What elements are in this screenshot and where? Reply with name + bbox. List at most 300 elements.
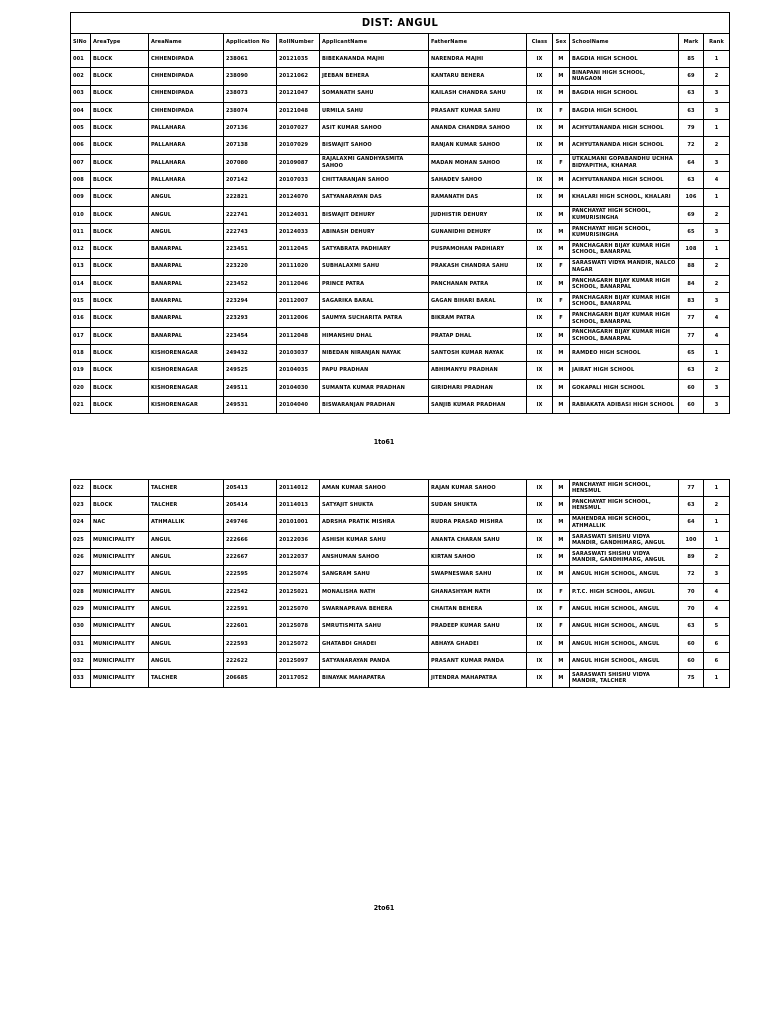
sex-cell: M bbox=[553, 497, 570, 514]
application-no-cell: 222622 bbox=[224, 652, 277, 669]
column-headers bbox=[71, 34, 730, 51]
sex-cell: M bbox=[553, 85, 570, 102]
application-no-cell: 238090 bbox=[224, 68, 277, 85]
area-name-cell: CHHENDIPADA bbox=[149, 85, 224, 102]
district-title: DIST: ANGUL bbox=[71, 13, 730, 34]
area-name-cell: KISHORENAGAR bbox=[149, 396, 224, 413]
applicant-name-cell: ABINASH DEHURY bbox=[320, 223, 429, 240]
table-row bbox=[71, 566, 730, 583]
sex-cell: M bbox=[553, 531, 570, 548]
slno-cell: 008 bbox=[71, 172, 91, 189]
rank-cell: 5 bbox=[704, 618, 730, 635]
area-name-cell: BANARPAL bbox=[149, 327, 224, 344]
school-name-cell: ACHYUTANANDA HIGH SCHOOL bbox=[570, 120, 679, 137]
table-row bbox=[71, 189, 730, 206]
school-name-cell: P.T.C. HIGH SCHOOL, ANGUL bbox=[570, 583, 679, 600]
roll-number-cell: 20107027 bbox=[277, 120, 320, 137]
roll-number-cell: 20107029 bbox=[277, 137, 320, 154]
mark-cell: 106 bbox=[679, 189, 704, 206]
slno-cell: 024 bbox=[71, 514, 91, 531]
school-name-cell: PANCHAYAT HIGH SCHOOL, HENSMUL bbox=[570, 480, 679, 497]
rank-cell: 1 bbox=[704, 120, 730, 137]
area-name-cell: BANARPAL bbox=[149, 275, 224, 292]
slno-cell: 013 bbox=[71, 258, 91, 275]
class-cell: IX bbox=[527, 172, 553, 189]
application-no-cell: 249511 bbox=[224, 379, 277, 396]
slno-cell: 033 bbox=[71, 670, 91, 687]
area-name-cell: TALCHER bbox=[149, 480, 224, 497]
sex-cell: F bbox=[553, 601, 570, 618]
father-name-cell: SANTOSH KUMAR NAYAK bbox=[429, 345, 527, 362]
rank-cell: 1 bbox=[704, 345, 730, 362]
class-cell: IX bbox=[527, 514, 553, 531]
slno-cell: 029 bbox=[71, 601, 91, 618]
applicant-name-cell: BISWARANJAN PRADHAN bbox=[320, 396, 429, 413]
area-type-cell: BLOCK bbox=[91, 189, 149, 206]
father-name-cell: ANANDA CHANDRA SAHOO bbox=[429, 120, 527, 137]
father-name-cell: KAILASH CHANDRA SAHU bbox=[429, 85, 527, 102]
father-name-cell: PRASANT KUMAR PANDA bbox=[429, 652, 527, 669]
roll-number-cell: 20104040 bbox=[277, 396, 320, 413]
school-name-cell: PANCHAYAT HIGH SCHOOL, KUMURISINGHA bbox=[570, 223, 679, 240]
table-row bbox=[71, 241, 730, 258]
area-name-cell: ANGUL bbox=[149, 601, 224, 618]
table-row bbox=[71, 137, 730, 154]
roll-number-cell: 20112007 bbox=[277, 293, 320, 310]
slno-cell: 010 bbox=[71, 206, 91, 223]
applicant-name-cell: CHITTARANJAN SAHOO bbox=[320, 172, 429, 189]
table-row bbox=[71, 514, 730, 531]
rank-cell: 3 bbox=[704, 396, 730, 413]
sex-cell: M bbox=[553, 206, 570, 223]
area-name-cell: KISHORENAGAR bbox=[149, 362, 224, 379]
area-name-cell: BANARPAL bbox=[149, 258, 224, 275]
sex-cell: M bbox=[553, 345, 570, 362]
table-row bbox=[71, 258, 730, 275]
school-name-cell: RABIAKATA ADIBASI HIGH SCHOOL bbox=[570, 396, 679, 413]
sex-cell: M bbox=[553, 68, 570, 85]
area-name-cell: ANGUL bbox=[149, 206, 224, 223]
sex-cell: M bbox=[553, 549, 570, 566]
roll-number-cell: 20112048 bbox=[277, 327, 320, 344]
table-row bbox=[71, 583, 730, 600]
table-row bbox=[71, 85, 730, 102]
area-name-cell: CHHENDIPADA bbox=[149, 102, 224, 119]
sex-cell: M bbox=[553, 670, 570, 687]
father-name-cell: GUNANIDHI DEHURY bbox=[429, 223, 527, 240]
class-cell: IX bbox=[527, 120, 553, 137]
class-cell: IX bbox=[527, 601, 553, 618]
father-name-cell: GHANASHYAM NATH bbox=[429, 583, 527, 600]
father-name-cell: PUSPAMOHAN PADHIARY bbox=[429, 241, 527, 258]
applicant-name-cell: ADRSHA PRATIK MISHRA bbox=[320, 514, 429, 531]
class-cell: IX bbox=[527, 583, 553, 600]
class-cell: IX bbox=[527, 85, 553, 102]
mark-cell: 84 bbox=[679, 275, 704, 292]
header-school-name: SchoolName bbox=[570, 34, 679, 51]
rank-cell: 3 bbox=[704, 102, 730, 119]
sex-cell: M bbox=[553, 652, 570, 669]
school-name-cell: ANGUL HIGH SCHOOL, ANGUL bbox=[570, 652, 679, 669]
slno-cell: 015 bbox=[71, 293, 91, 310]
table-row bbox=[71, 51, 730, 68]
school-name-cell: MAHENDRA HIGH SCHOOL, ATHMALLIK bbox=[570, 514, 679, 531]
area-type-cell: BLOCK bbox=[91, 310, 149, 327]
area-type-cell: MUNICIPALITY bbox=[91, 670, 149, 687]
roll-number-cell: 20104030 bbox=[277, 379, 320, 396]
rank-cell: 1 bbox=[704, 189, 730, 206]
rank-cell: 1 bbox=[704, 531, 730, 548]
father-name-cell: GAGAN BIHARI BARAL bbox=[429, 293, 527, 310]
area-name-cell: BANARPAL bbox=[149, 310, 224, 327]
area-type-cell: BLOCK bbox=[91, 480, 149, 497]
sex-cell: M bbox=[553, 566, 570, 583]
roll-number-cell: 20125074 bbox=[277, 566, 320, 583]
father-name-cell: PRATAP DHAL bbox=[429, 327, 527, 344]
school-name-cell: ACHYUTANANDA HIGH SCHOOL bbox=[570, 137, 679, 154]
roll-number-cell: 20112046 bbox=[277, 275, 320, 292]
slno-cell: 027 bbox=[71, 566, 91, 583]
applicant-name-cell: PRINCE PATRA bbox=[320, 275, 429, 292]
table-row bbox=[71, 549, 730, 566]
roll-number-cell: 20124070 bbox=[277, 189, 320, 206]
slno-cell: 019 bbox=[71, 362, 91, 379]
slno-cell: 020 bbox=[71, 379, 91, 396]
class-cell: IX bbox=[527, 670, 553, 687]
father-name-cell: JUDHISTIR DEHURY bbox=[429, 206, 527, 223]
area-type-cell: MUNICIPALITY bbox=[91, 583, 149, 600]
father-name-cell: PANCHANAN PATRA bbox=[429, 275, 527, 292]
father-name-cell: PRADEEP KUMAR SAHU bbox=[429, 618, 527, 635]
class-cell: IX bbox=[527, 189, 553, 206]
table-row bbox=[71, 68, 730, 85]
area-type-cell: BLOCK bbox=[91, 137, 149, 154]
application-no-cell: 238074 bbox=[224, 102, 277, 119]
roll-number-cell: 20112006 bbox=[277, 310, 320, 327]
slno-cell: 003 bbox=[71, 85, 91, 102]
area-type-cell: BLOCK bbox=[91, 396, 149, 413]
mark-cell: 72 bbox=[679, 137, 704, 154]
father-name-cell: ANANTA CHARAN SAHU bbox=[429, 531, 527, 548]
sex-cell: M bbox=[553, 480, 570, 497]
sex-cell: F bbox=[553, 154, 570, 171]
area-type-cell: BLOCK bbox=[91, 51, 149, 68]
rank-cell: 3 bbox=[704, 293, 730, 310]
table-row bbox=[71, 120, 730, 137]
rank-cell: 3 bbox=[704, 223, 730, 240]
father-name-cell: SUDAN SHUKTA bbox=[429, 497, 527, 514]
area-name-cell: TALCHER bbox=[149, 670, 224, 687]
area-type-cell: BLOCK bbox=[91, 497, 149, 514]
school-name-cell: SARASWATI VIDYA MANDIR, NALCO NAGAR bbox=[570, 258, 679, 275]
rank-cell: 1 bbox=[704, 670, 730, 687]
mark-cell: 77 bbox=[679, 480, 704, 497]
table-row bbox=[71, 327, 730, 344]
table-row bbox=[71, 172, 730, 189]
class-cell: IX bbox=[527, 345, 553, 362]
roll-number-cell: 20122037 bbox=[277, 549, 320, 566]
father-name-cell: ABHIMANYU PRADHAN bbox=[429, 362, 527, 379]
slno-cell: 025 bbox=[71, 531, 91, 548]
rank-cell: 1 bbox=[704, 241, 730, 258]
roll-number-cell: 20124033 bbox=[277, 223, 320, 240]
rank-cell: 2 bbox=[704, 206, 730, 223]
mark-cell: 63 bbox=[679, 362, 704, 379]
applicant-name-cell: BISWAJIT SAHOO bbox=[320, 137, 429, 154]
school-name-cell: PANCHAYAT HIGH SCHOOL, HENSMUL bbox=[570, 497, 679, 514]
mark-cell: 75 bbox=[679, 670, 704, 687]
mark-cell: 65 bbox=[679, 223, 704, 240]
area-name-cell: ANGUL bbox=[149, 566, 224, 583]
school-name-cell: GOKAPALI HIGH SCHOOL bbox=[570, 379, 679, 396]
applicant-name-cell: SANGRAM SAHU bbox=[320, 566, 429, 583]
application-no-cell: 222601 bbox=[224, 618, 277, 635]
father-name-cell: NARENDRA MAJHI bbox=[429, 51, 527, 68]
area-type-cell: MUNICIPALITY bbox=[91, 531, 149, 548]
sex-cell: M bbox=[553, 172, 570, 189]
rank-cell: 4 bbox=[704, 172, 730, 189]
table-row bbox=[71, 618, 730, 635]
header-area-name: AreaName bbox=[149, 34, 224, 51]
father-name-cell: BIKRAM PATRA bbox=[429, 310, 527, 327]
area-type-cell: BLOCK bbox=[91, 206, 149, 223]
roll-number-cell: 20125097 bbox=[277, 652, 320, 669]
applicant-name-cell: ASIT KUMAR SAHOO bbox=[320, 120, 429, 137]
school-name-cell: PANCHAGARH BIJAY KUMAR HIGH SCHOOL, BANARPAL bbox=[570, 275, 679, 292]
header-slno: SlNo bbox=[71, 34, 91, 51]
applicant-name-cell: SATYABRATA PADHIARY bbox=[320, 241, 429, 258]
applicant-name-cell: URMILA SAHU bbox=[320, 102, 429, 119]
area-type-cell: BLOCK bbox=[91, 68, 149, 85]
rank-cell: 4 bbox=[704, 310, 730, 327]
application-no-cell: 207138 bbox=[224, 137, 277, 154]
application-no-cell: 205413 bbox=[224, 480, 277, 497]
school-name-cell: PANCHAGARH BIJAY KUMAR HIGH SCHOOL, BANARPAL bbox=[570, 327, 679, 344]
rank-cell: 3 bbox=[704, 379, 730, 396]
header-class: Class bbox=[527, 34, 553, 51]
roll-number-cell: 20122036 bbox=[277, 531, 320, 548]
mark-cell: 60 bbox=[679, 635, 704, 652]
rank-cell: 6 bbox=[704, 652, 730, 669]
table-row bbox=[71, 601, 730, 618]
slno-cell: 032 bbox=[71, 652, 91, 669]
roll-number-cell: 20125078 bbox=[277, 618, 320, 635]
applicant-name-cell: RAJALAXMI GANDHYASMITA SAHOO bbox=[320, 154, 429, 171]
slno-cell: 001 bbox=[71, 51, 91, 68]
mark-cell: 63 bbox=[679, 618, 704, 635]
father-name-cell: RUDRA PRASAD MISHRA bbox=[429, 514, 527, 531]
class-cell: IX bbox=[527, 396, 553, 413]
class-cell: IX bbox=[527, 566, 553, 583]
class-cell: IX bbox=[527, 206, 553, 223]
sex-cell: M bbox=[553, 327, 570, 344]
roll-number-cell: 20114012 bbox=[277, 480, 320, 497]
class-cell: IX bbox=[527, 137, 553, 154]
mark-cell: 100 bbox=[679, 531, 704, 548]
father-name-cell: CHAITAN BEHERA bbox=[429, 601, 527, 618]
slno-cell: 004 bbox=[71, 102, 91, 119]
class-cell: IX bbox=[527, 223, 553, 240]
table-row bbox=[71, 362, 730, 379]
father-name-cell: ABHAYA GHADEI bbox=[429, 635, 527, 652]
sex-cell: M bbox=[553, 189, 570, 206]
school-name-cell: ANGUL HIGH SCHOOL, ANGUL bbox=[570, 566, 679, 583]
sex-cell: F bbox=[553, 310, 570, 327]
application-no-cell: 238073 bbox=[224, 85, 277, 102]
mark-cell: 63 bbox=[679, 102, 704, 119]
slno-cell: 026 bbox=[71, 549, 91, 566]
roll-number-cell: 20114013 bbox=[277, 497, 320, 514]
application-no-cell: 223220 bbox=[224, 258, 277, 275]
father-name-cell: SWAPNESWAR SAHU bbox=[429, 566, 527, 583]
mark-cell: 70 bbox=[679, 583, 704, 600]
roll-number-cell: 20121048 bbox=[277, 102, 320, 119]
table-row bbox=[71, 531, 730, 548]
application-no-cell: 207136 bbox=[224, 120, 277, 137]
area-type-cell: MUNICIPALITY bbox=[91, 601, 149, 618]
header-area-type: AreaType bbox=[91, 34, 149, 51]
mark-cell: 108 bbox=[679, 241, 704, 258]
school-name-cell: BINAPANI HIGH SCHOOL, NUAGAON bbox=[570, 68, 679, 85]
applicant-name-cell: MONALISHA NATH bbox=[320, 583, 429, 600]
slno-cell: 011 bbox=[71, 223, 91, 240]
results-table-page-1 bbox=[70, 12, 730, 414]
father-name-cell: RANJAN KUMAR SAHOO bbox=[429, 137, 527, 154]
application-no-cell: 222591 bbox=[224, 601, 277, 618]
roll-number-cell: 20121035 bbox=[277, 51, 320, 68]
applicant-name-cell: AMAN KUMAR SAHOO bbox=[320, 480, 429, 497]
table-row bbox=[71, 497, 730, 514]
area-type-cell: NAC bbox=[91, 514, 149, 531]
table-row bbox=[71, 652, 730, 669]
mark-cell: 77 bbox=[679, 310, 704, 327]
slno-cell: 012 bbox=[71, 241, 91, 258]
area-type-cell: BLOCK bbox=[91, 154, 149, 171]
area-type-cell: BLOCK bbox=[91, 102, 149, 119]
applicant-name-cell: BINAYAK MAHAPATRA bbox=[320, 670, 429, 687]
class-cell: IX bbox=[527, 618, 553, 635]
table-row bbox=[71, 635, 730, 652]
class-cell: IX bbox=[527, 51, 553, 68]
applicant-name-cell: SATYAJIT SHUKTA bbox=[320, 497, 429, 514]
school-name-cell: ACHYUTANANDA HIGH SCHOOL bbox=[570, 172, 679, 189]
applicant-name-cell: SAGARIKA BARAL bbox=[320, 293, 429, 310]
slno-cell: 031 bbox=[71, 635, 91, 652]
school-name-cell: ANGUL HIGH SCHOOL, ANGUL bbox=[570, 635, 679, 652]
rank-cell: 2 bbox=[704, 362, 730, 379]
sex-cell: M bbox=[553, 379, 570, 396]
class-cell: IX bbox=[527, 635, 553, 652]
father-name-cell: GIRIDHARI PRADHAN bbox=[429, 379, 527, 396]
mark-cell: 70 bbox=[679, 601, 704, 618]
area-name-cell: ANGUL bbox=[149, 531, 224, 548]
mark-cell: 83 bbox=[679, 293, 704, 310]
school-name-cell: RAMDEO HIGH SCHOOL bbox=[570, 345, 679, 362]
school-name-cell: JAIRAT HIGH SCHOOL bbox=[570, 362, 679, 379]
application-no-cell: 222667 bbox=[224, 549, 277, 566]
table-row bbox=[71, 293, 730, 310]
application-no-cell: 223454 bbox=[224, 327, 277, 344]
applicant-name-cell: GHATABDI GHADEI bbox=[320, 635, 429, 652]
rank-cell: 1 bbox=[704, 514, 730, 531]
class-cell: IX bbox=[527, 480, 553, 497]
area-type-cell: BLOCK bbox=[91, 85, 149, 102]
mark-cell: 65 bbox=[679, 345, 704, 362]
applicant-name-cell: SOMANATH SAHU bbox=[320, 85, 429, 102]
area-name-cell: BANARPAL bbox=[149, 293, 224, 310]
applicant-name-cell: JEEBAN BEHERA bbox=[320, 68, 429, 85]
sex-cell: M bbox=[553, 120, 570, 137]
table-row bbox=[71, 480, 730, 497]
school-name-cell: SARASWATI SHISHU VIDYA MANDIR, TALCHER bbox=[570, 670, 679, 687]
sex-cell: M bbox=[553, 396, 570, 413]
slno-cell: 018 bbox=[71, 345, 91, 362]
father-name-cell: SANJIB KUMAR PRADHAN bbox=[429, 396, 527, 413]
table-row bbox=[71, 345, 730, 362]
slno-cell: 028 bbox=[71, 583, 91, 600]
father-name-cell: PRAKASH CHANDRA SAHU bbox=[429, 258, 527, 275]
roll-number-cell: 20101001 bbox=[277, 514, 320, 531]
area-name-cell: ATHMALLIK bbox=[149, 514, 224, 531]
area-type-cell: BLOCK bbox=[91, 327, 149, 344]
slno-cell: 002 bbox=[71, 68, 91, 85]
mark-cell: 69 bbox=[679, 68, 704, 85]
area-type-cell: MUNICIPALITY bbox=[91, 652, 149, 669]
applicant-name-cell: BIBEKANANDA MAJHI bbox=[320, 51, 429, 68]
sex-cell: F bbox=[553, 258, 570, 275]
roll-number-cell: 20117052 bbox=[277, 670, 320, 687]
application-no-cell: 207080 bbox=[224, 154, 277, 171]
applicant-name-cell: SATYANARAYAN DAS bbox=[320, 189, 429, 206]
rank-cell: 4 bbox=[704, 601, 730, 618]
mark-cell: 79 bbox=[679, 120, 704, 137]
area-name-cell: TALCHER bbox=[149, 497, 224, 514]
table-row bbox=[71, 670, 730, 687]
area-name-cell: KISHORENAGAR bbox=[149, 345, 224, 362]
sex-cell: M bbox=[553, 635, 570, 652]
application-no-cell: 222542 bbox=[224, 583, 277, 600]
roll-number-cell: 20121047 bbox=[277, 85, 320, 102]
slno-cell: 021 bbox=[71, 396, 91, 413]
rank-cell: 4 bbox=[704, 327, 730, 344]
mark-cell: 63 bbox=[679, 172, 704, 189]
class-cell: IX bbox=[527, 549, 553, 566]
rank-cell: 1 bbox=[704, 51, 730, 68]
mark-cell: 64 bbox=[679, 154, 704, 171]
area-name-cell: KISHORENAGAR bbox=[149, 379, 224, 396]
applicant-name-cell: ANSHUMAN SAHOO bbox=[320, 549, 429, 566]
slno-cell: 017 bbox=[71, 327, 91, 344]
application-no-cell: 222593 bbox=[224, 635, 277, 652]
area-name-cell: PALLAHARA bbox=[149, 137, 224, 154]
area-type-cell: BLOCK bbox=[91, 362, 149, 379]
application-no-cell: 222741 bbox=[224, 206, 277, 223]
roll-number-cell: 20112045 bbox=[277, 241, 320, 258]
header-sex: Sex bbox=[553, 34, 570, 51]
application-no-cell: 223293 bbox=[224, 310, 277, 327]
sex-cell: M bbox=[553, 275, 570, 292]
slno-cell: 007 bbox=[71, 154, 91, 171]
sex-cell: M bbox=[553, 137, 570, 154]
application-no-cell: 249531 bbox=[224, 396, 277, 413]
area-name-cell: CHHENDIPADA bbox=[149, 51, 224, 68]
slno-cell: 030 bbox=[71, 618, 91, 635]
area-name-cell: PALLAHARA bbox=[149, 154, 224, 171]
page-number-1: 1to61 bbox=[373, 438, 395, 446]
school-name-cell: ANGUL HIGH SCHOOL, ANGUL bbox=[570, 618, 679, 635]
slno-cell: 009 bbox=[71, 189, 91, 206]
area-name-cell: PALLAHARA bbox=[149, 172, 224, 189]
